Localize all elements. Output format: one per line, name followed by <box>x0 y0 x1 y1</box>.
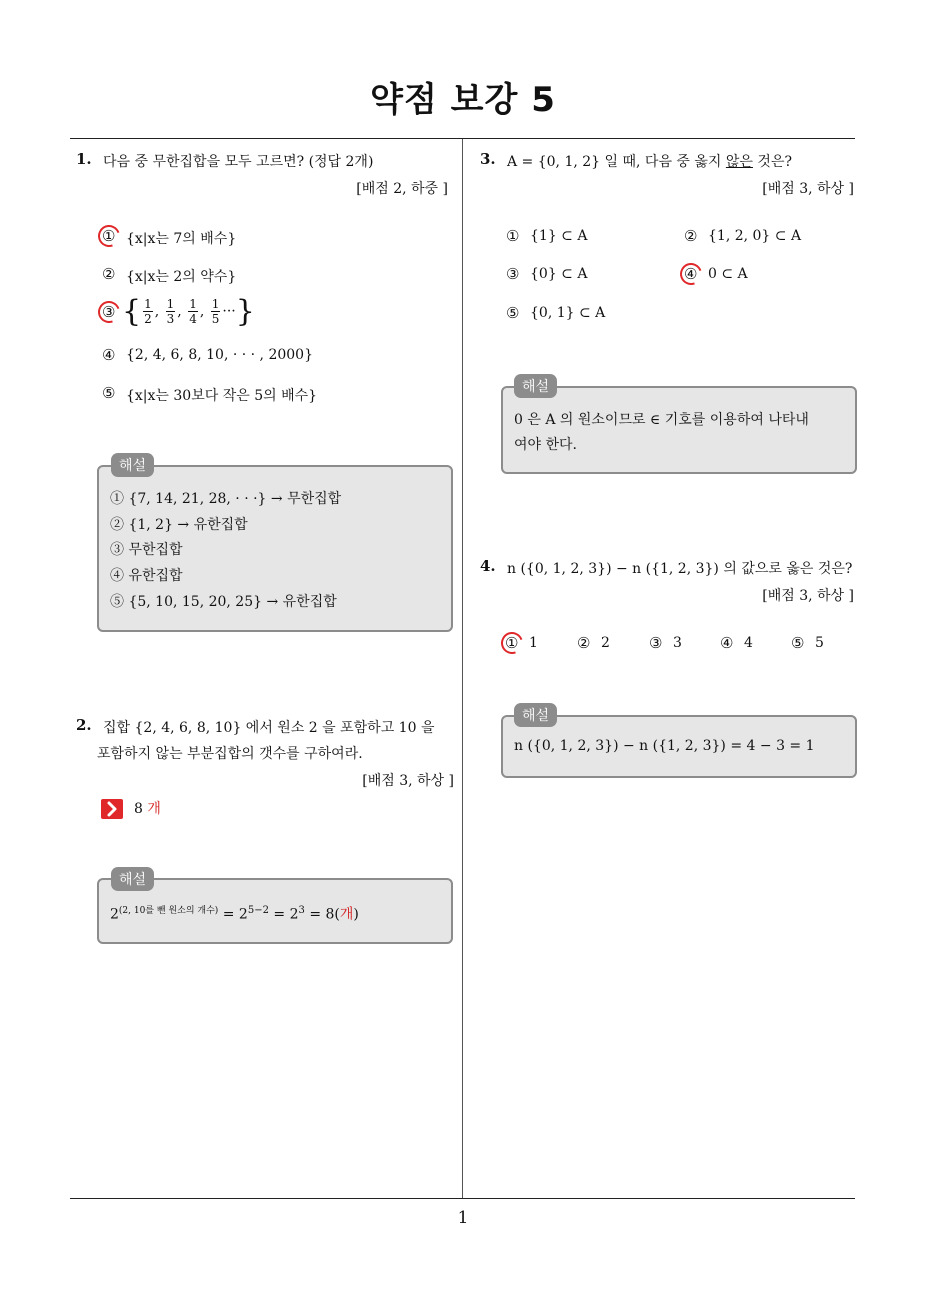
question-meta: [배점 3, 하상 ] <box>362 773 454 789</box>
question-number: 3. <box>480 150 496 168</box>
explanation-tag: 해설 <box>111 453 154 477</box>
question-text: 집합 {2, 4, 6, 8, 10} 에서 원소 2 을 포함하고 10 을 <box>103 720 435 736</box>
choice-marker: ③ <box>649 634 663 652</box>
choice-marker: ④ <box>720 634 734 652</box>
fraction: $\frac{1}{2}$ <box>144 297 152 326</box>
choice-marker: ① <box>506 227 520 245</box>
choice-text[interactable]: 2 <box>601 635 610 651</box>
question-number: 2. <box>76 716 92 734</box>
explanation-line: 0 은 A 의 원소이므로 ∈ 기호를 이용하여 나타내 <box>514 412 809 428</box>
question-text: A = {0, 1, 2} 일 때, 다음 중 옳지 않은 것은? <box>507 154 792 170</box>
explanation-line: ⑤ {5, 10, 15, 20, 25} → 유한집합 <box>110 594 337 610</box>
explanation-line: n ({0, 1, 2, 3}) − n ({1, 2, 3}) = 4 − 3 = 1 <box>514 738 815 754</box>
answer-value: 8 개 <box>134 801 161 817</box>
choice-marker: ② <box>684 227 698 245</box>
choice-text[interactable]: {2, 4, 6, 8, 10, · · · , 2000} <box>126 347 313 363</box>
explanation-box <box>501 386 857 474</box>
question-meta: [배점 3, 하상 ] <box>762 181 854 197</box>
choice-marker: ⑤ <box>506 304 520 322</box>
choice-text[interactable]: 3 <box>673 635 682 651</box>
explanation-tag: 해설 <box>111 867 154 891</box>
choice-text[interactable]: 1 <box>529 635 538 651</box>
question-number: 1. <box>76 150 92 168</box>
choice-text[interactable]: {0} ⊂ A <box>530 266 588 282</box>
explanation-line: ② {1, 2} → 유한집합 <box>110 517 248 533</box>
choice-marker: ② <box>577 634 591 652</box>
explanation-line: ① {7, 14, 21, 28, · · ·} → 무한집합 <box>110 491 342 507</box>
explanation-line: 여야 한다. <box>514 437 577 453</box>
choice-marker: ④ <box>684 265 698 283</box>
question-meta: [배점 2, 하중 ] <box>356 181 448 197</box>
explanation-formula: $2^{(2, 10를 뺀 원소의 개수)} = 2^{5-2} = 2^3 = 8$(개) <box>110 905 359 923</box>
choice-text[interactable]: 5 <box>815 635 824 651</box>
choice-marker: ③ <box>506 265 520 283</box>
fraction: $\frac{1}{5}$ <box>211 297 220 326</box>
choice-text[interactable]: 0 ⊂ A <box>708 266 748 282</box>
question-number: 4. <box>480 557 496 575</box>
choice-text[interactable]: {x|x는 30보다 작은 5의 배수} <box>126 388 318 404</box>
explanation-tag: 해설 <box>514 703 557 727</box>
page-title: 약점 보강 5 <box>370 80 556 120</box>
explanation-tag: 해설 <box>514 374 557 398</box>
choice-marker: ⑤ <box>102 384 116 402</box>
question-meta: [배점 3, 하상 ] <box>762 588 854 604</box>
choice-marker: ⑤ <box>791 634 805 652</box>
choice-text[interactable]: 4 <box>744 635 753 651</box>
fraction: $\frac{1}{4}$ <box>189 297 197 326</box>
question-text: 다음 중 무한집합을 모두 고르면? (정답 2개) <box>103 154 374 170</box>
explanation-line: ④ 유한집합 <box>110 568 183 584</box>
explanation-line: ③ 무한집합 <box>110 542 183 558</box>
choice-marker: ② <box>102 265 116 283</box>
choice-text[interactable]: {x|x는 2의 약수} <box>126 269 237 285</box>
answer-arrow-icon <box>101 799 123 819</box>
page-number: 1 <box>457 1208 469 1228</box>
choice-text[interactable]: {0, 1} ⊂ A <box>530 305 606 321</box>
fraction: $\frac{1}{3}$ <box>166 297 175 326</box>
choice-text[interactable]: {x|x는 7의 배수} <box>126 231 237 247</box>
choice-text[interactable]: {1} ⊂ A <box>530 228 588 244</box>
choice-marker: ① <box>102 227 116 245</box>
column-divider <box>462 139 463 1198</box>
bottom-rule <box>70 1198 855 1199</box>
question-text: n ({0, 1, 2, 3}) − n ({1, 2, 3}) 의 값으로 옳은 것은? <box>507 561 853 577</box>
choice-marker: ① <box>505 634 519 652</box>
question-text: 포함하지 않는 부분집합의 갯수를 구하여라. <box>97 746 363 762</box>
choice-fraction-set[interactable]: { $\frac{1}{2}$ , $\frac{1}{3}$ , $\frac{1}{4}$ , $\frac{1}{5}$ ···} <box>122 294 255 329</box>
choice-marker: ③ <box>102 303 116 321</box>
choice-marker: ④ <box>102 346 116 364</box>
choice-text[interactable]: {1, 2, 0} ⊂ A <box>708 228 802 244</box>
